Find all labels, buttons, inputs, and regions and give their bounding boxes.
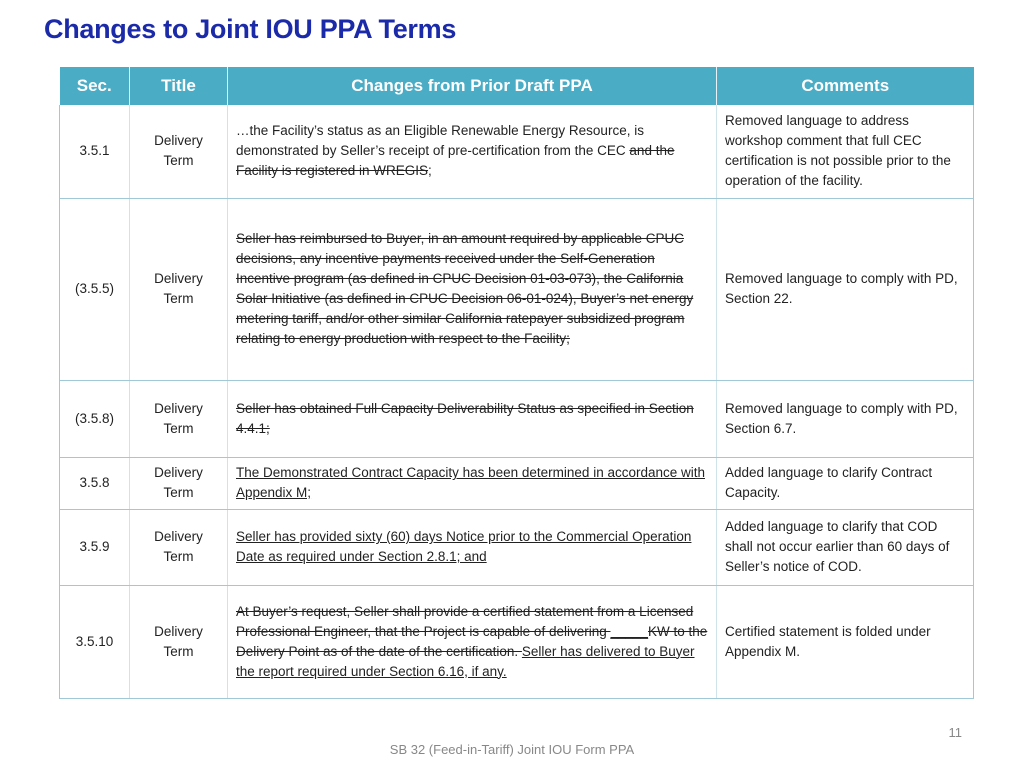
slide-title: Changes to Joint IOU PPA Terms bbox=[44, 14, 457, 44]
cell-change bbox=[228, 105, 717, 198]
table-header-row bbox=[60, 67, 974, 105]
change-text: …the Facility’s status as an Eligible Renewable Energy Resource, is demonstrated by Seller’s receipt of pre-certification from the CEC bbox=[236, 123, 644, 159]
table-row bbox=[60, 457, 974, 509]
cell-comment: Added language to clarify Contract Capacity. bbox=[717, 457, 974, 509]
table-row bbox=[60, 509, 974, 585]
page-number: 11 bbox=[948, 725, 962, 740]
cell-comment: Removed language to address workshop comment that full CEC certification is not possible prior to the operation of the facility. bbox=[717, 105, 974, 198]
table-row bbox=[60, 198, 974, 380]
table-row bbox=[60, 105, 974, 198]
cell-title: Delivery Term bbox=[130, 585, 228, 698]
cell-sec: 3.5.10 bbox=[60, 585, 130, 698]
change-struck-text: and the Facility is registered in WREGIS bbox=[236, 143, 675, 179]
change-blank-text: _____ bbox=[610, 623, 649, 639]
cell-change bbox=[228, 380, 717, 457]
change-struck-text: Seller has reimbursed to Buyer, in an amount required by applicable CPUC decisions, any incentive payments received under the Self-Generation Incentive program (as defined in CPUC Decision 01-03-073), the California Solar Initiative (as defined in CPUC Decision 06-01-024), Buyer’s net energy metering tariff, and/or other similar California ratepayer subsidized program relating to energy production with respect to the Facility; bbox=[236, 231, 694, 346]
cell-sec: 3.5.8 bbox=[60, 457, 130, 509]
cell-comment: Removed language to comply with PD, Section 6.7. bbox=[717, 380, 974, 457]
change-struck-text: KW to the Delivery Point as of the date of the certification. bbox=[236, 623, 708, 659]
changes-table bbox=[59, 67, 974, 699]
cell-sec: 3.5.1 bbox=[60, 105, 130, 198]
cell-title: Delivery Term bbox=[130, 105, 228, 198]
change-added-text: The Demonstrated Contract Capacity has been determined in accordance with Appendix M; bbox=[236, 465, 705, 500]
cell-change bbox=[228, 509, 717, 585]
cell-title: Delivery Term bbox=[130, 457, 228, 509]
change-added-text: Seller has provided sixty (60) days Notice prior to the Commercial Operation Date as required under Section 2.8.1; and bbox=[236, 529, 692, 564]
cell-title: Delivery Term bbox=[130, 380, 228, 457]
header-title: Title bbox=[130, 67, 228, 105]
cell-sec: (3.5.5) bbox=[60, 198, 130, 380]
header-sec: Sec. bbox=[60, 67, 130, 105]
change-tail-text: ; bbox=[428, 163, 432, 179]
change-struck-text: At Buyer’s request, Seller shall provide a certified statement from a Licensed Professional Engineer, that the Project is capable of delivering bbox=[236, 603, 694, 639]
change-added-text: Seller has delivered to Buyer the report required under Section 6.16, if any. bbox=[236, 643, 695, 679]
cell-sec: 3.5.9 bbox=[60, 509, 130, 585]
cell-comment: Removed language to comply with PD, Section 22. bbox=[717, 198, 974, 380]
header-comments: Comments bbox=[717, 67, 974, 105]
cell-change bbox=[228, 198, 717, 380]
cell-change bbox=[228, 457, 717, 509]
header-changes: Changes from Prior Draft PPA bbox=[228, 67, 717, 105]
cell-sec: (3.5.8) bbox=[60, 380, 130, 457]
cell-change bbox=[228, 585, 717, 698]
cell-title: Delivery Term bbox=[130, 509, 228, 585]
cell-comment: Certified statement is folded under Appendix M. bbox=[717, 585, 974, 698]
footer-text: SB 32 (Feed-in-Tariff) Joint IOU Form PPA bbox=[389, 742, 635, 757]
table-row bbox=[60, 585, 974, 698]
table-row bbox=[60, 380, 974, 457]
cell-comment: Added language to clarify that COD shall not occur earlier than 60 days of Seller’s notice of COD. bbox=[717, 509, 974, 585]
change-struck-text: Seller has obtained Full Capacity Deliverability Status as specified in Section 4.4.1; bbox=[236, 400, 694, 436]
cell-title: Delivery Term bbox=[130, 198, 228, 380]
